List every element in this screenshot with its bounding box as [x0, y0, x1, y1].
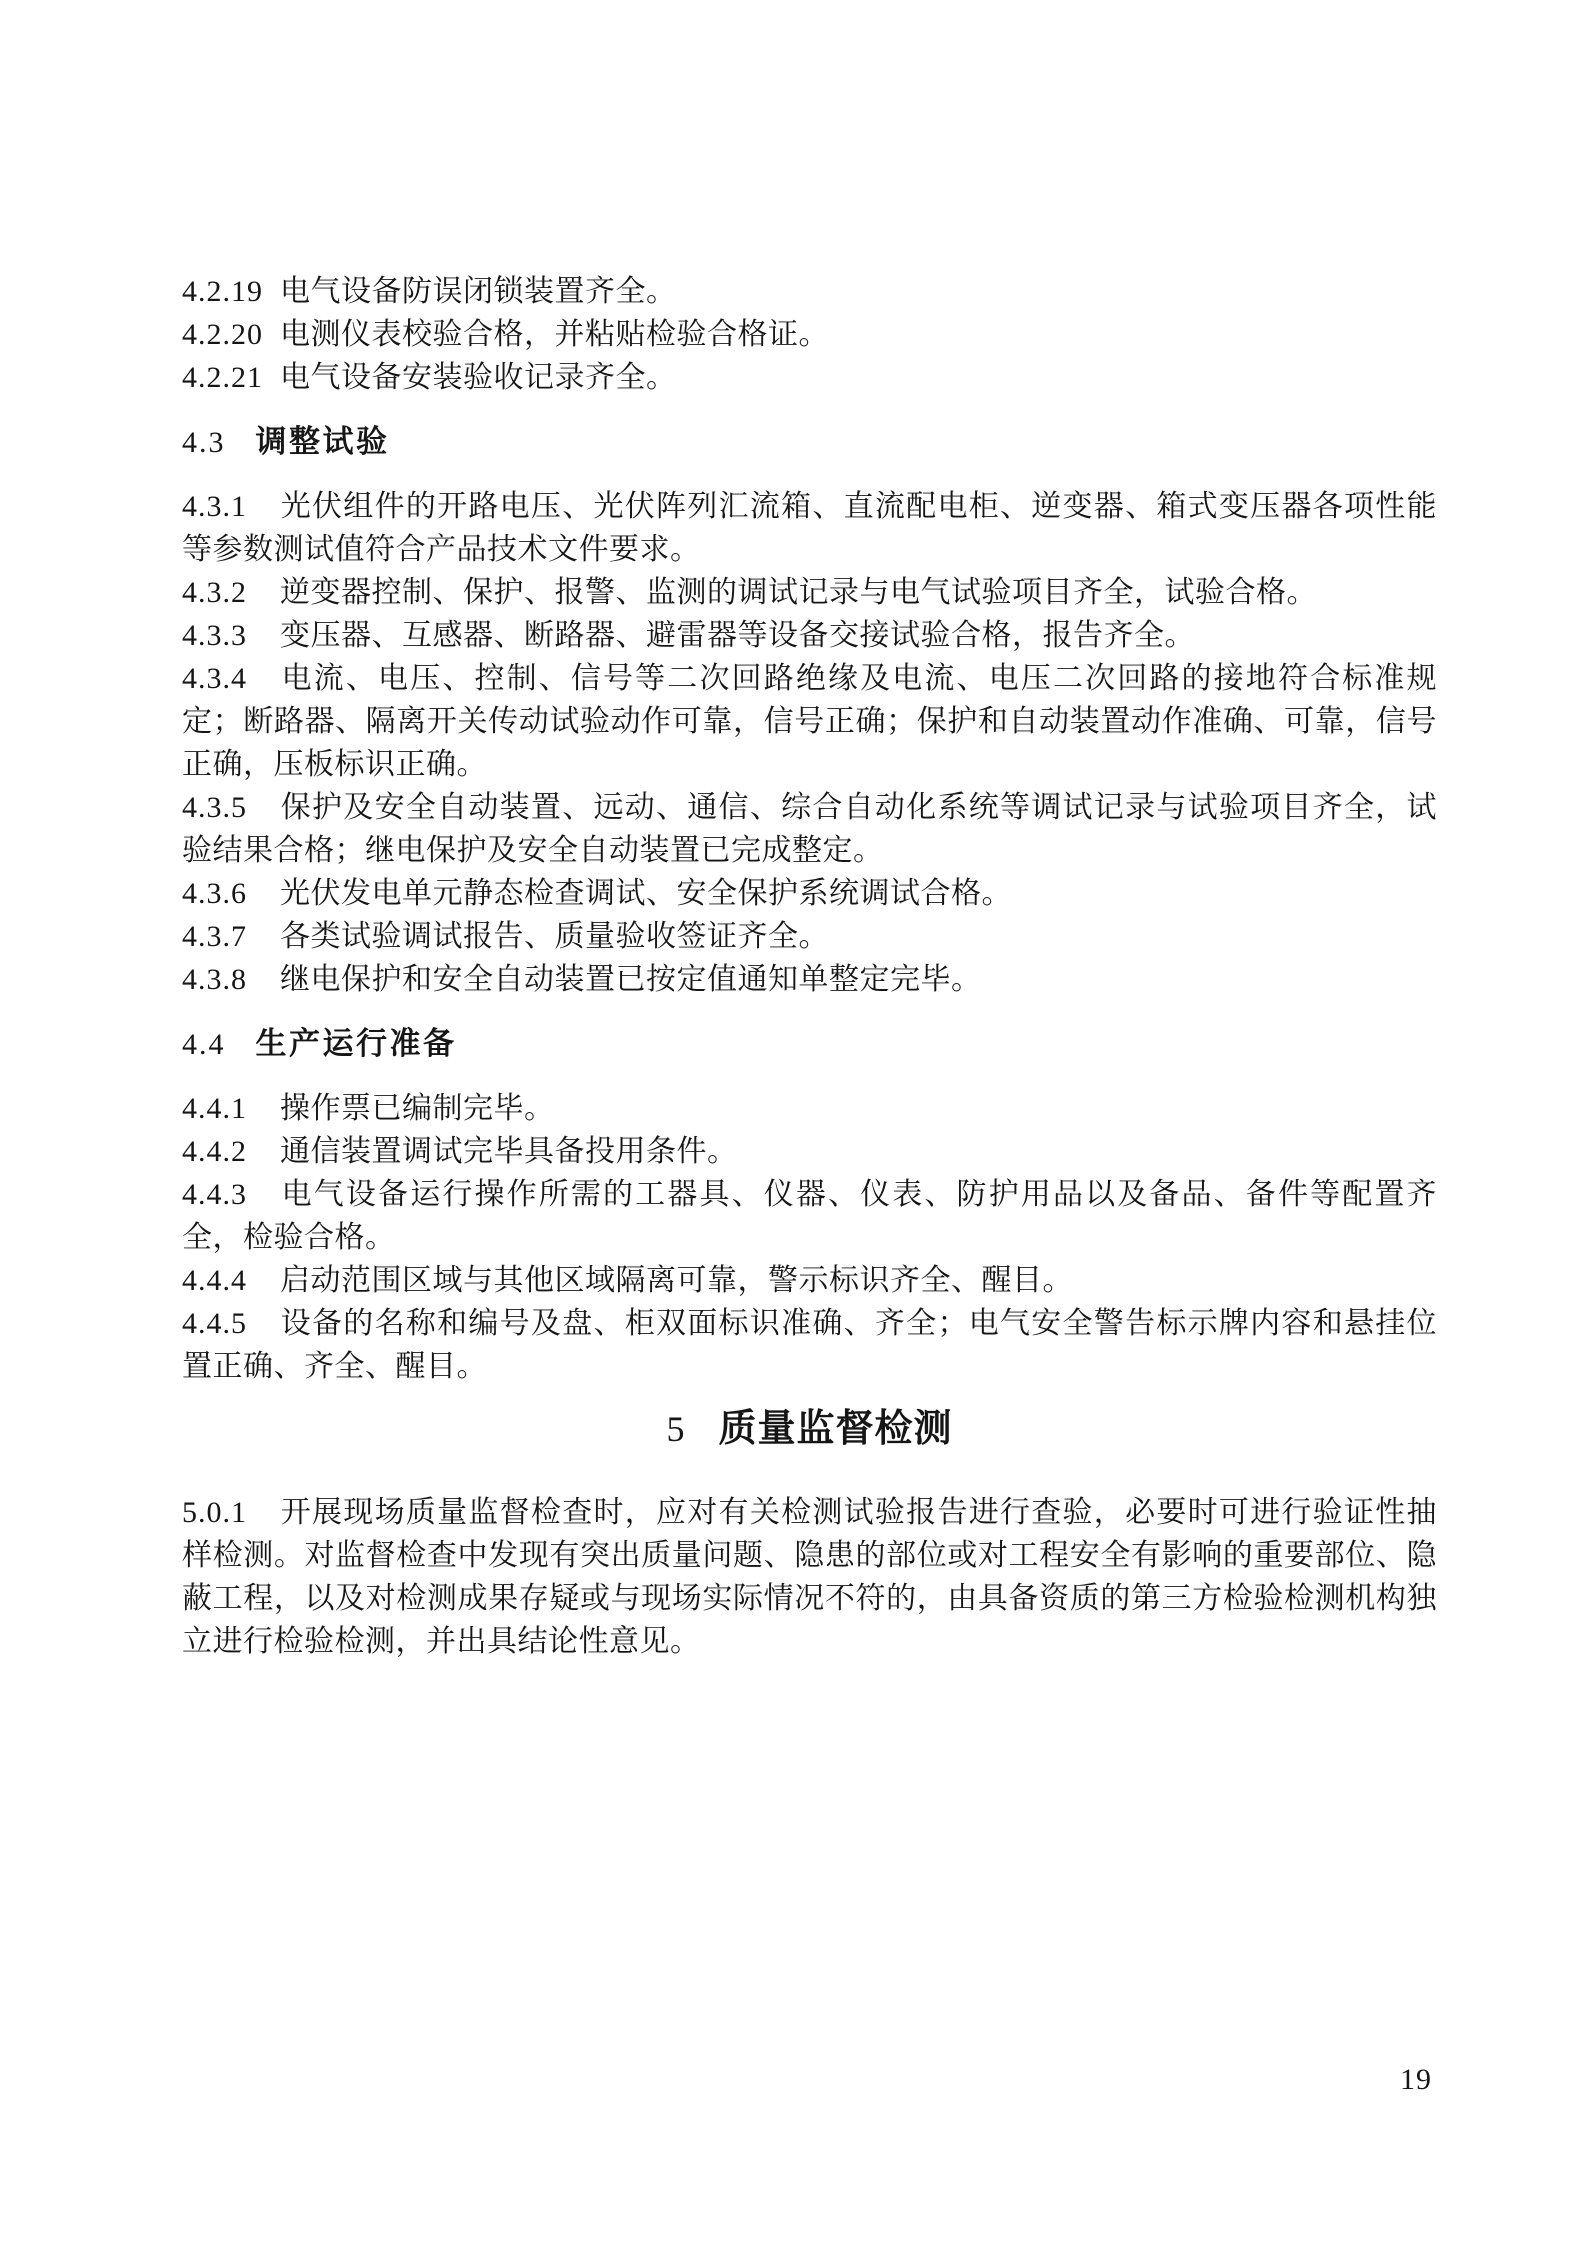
clause-text: 逆变器控制、保护、报警、监测的调试记录与电气试验项目齐全，试验合格。	[280, 576, 1317, 609]
clause-number: 4.2.19	[182, 275, 263, 308]
clause-number: 5.0.1	[182, 1496, 247, 1529]
clause-4-3-4	[182, 657, 1437, 786]
clause-number: 4.2.20	[182, 318, 263, 351]
clause-text: 电气设备运行操作所需的工器具、仪器、仪表、防护用品以及备品、备件等配置齐全，检验合格。	[182, 1178, 1437, 1254]
clause-number: 4.3.5	[182, 791, 247, 824]
clause-text: 通信装置调试完毕具备投用条件。	[280, 1135, 738, 1168]
clause-4-2-21	[182, 356, 1437, 399]
clause-4-3-8	[182, 958, 1437, 1001]
clause-number: 4.2.21	[182, 361, 263, 394]
clause-text: 变压器、互感器、断路器、避雷器等设备交接试验合格，报告齐全。	[280, 619, 1195, 652]
clause-4-3-5	[182, 786, 1437, 872]
chapter-heading-5	[182, 1404, 1437, 1454]
clause-4-3-6	[182, 872, 1437, 915]
clause-text: 电气设备安装验收记录齐全。	[280, 361, 677, 394]
clause-text: 启动范围区域与其他区域隔离可靠，警示标识齐全、醒目。	[280, 1264, 1073, 1297]
clause-number: 4.3.1	[182, 490, 247, 523]
clause-4-3-7	[182, 915, 1437, 958]
clause-text: 开展现场质量监督检查时，应对有关检测试验报告进行查验，必要时可进行验证性抽样检测。对监督检查中发现有突出质量问题、隐患的部位或对工程安全有影响的重要部位、隐蔽工程，以及对检测成果存疑或与现场实际情况不符的，由具备资质的第三方检验检测机构独立进行检验检测，并出具结论性意见。	[182, 1496, 1437, 1658]
chapter-number: 5	[666, 1409, 685, 1449]
clause-4-4-1	[182, 1087, 1437, 1130]
clause-text: 光伏组件的开路电压、光伏阵列汇流箱、直流配电柜、逆变器、箱式变压器各项性能等参数测试值符合产品技术文件要求。	[182, 490, 1437, 566]
clause-number: 4.4.5	[182, 1307, 247, 1340]
clause-text: 电测仪表校验合格，并粘贴检验合格证。	[280, 318, 829, 351]
clause-4-4-5	[182, 1302, 1437, 1388]
clause-text: 电气设备防误闭锁装置齐全。	[280, 275, 677, 308]
clause-4-2-20	[182, 313, 1437, 356]
page-number: 19	[1400, 2063, 1432, 2096]
clause-4-4-3	[182, 1173, 1437, 1259]
clause-4-3-1	[182, 485, 1437, 571]
clause-number: 4.3.3	[182, 619, 247, 652]
clause-number: 4.3.6	[182, 877, 247, 910]
section-title: 生产运行准备	[255, 1026, 457, 1061]
clause-text: 各类试验调试报告、质量验收签证齐全。	[280, 920, 829, 953]
clause-number: 4.3.2	[182, 576, 247, 609]
clause-5-0-1	[182, 1491, 1437, 1663]
clause-group-4-2	[182, 270, 1437, 399]
clause-4-4-4	[182, 1259, 1437, 1302]
clause-4-3-3	[182, 614, 1437, 657]
section-number: 4.4	[182, 1028, 226, 1061]
clause-number: 4.3.7	[182, 920, 247, 953]
clause-4-2-19	[182, 270, 1437, 313]
clause-4-3-2	[182, 571, 1437, 614]
clause-group-4-3	[182, 485, 1437, 1001]
chapter-title: 质量监督检测	[718, 1408, 953, 1450]
clause-text: 操作票已编制完毕。	[280, 1092, 555, 1125]
clause-number: 4.4.4	[182, 1264, 247, 1297]
clause-number: 4.4.1	[182, 1092, 247, 1125]
section-heading-4-4	[182, 1022, 1437, 1066]
clause-group-4-4	[182, 1087, 1437, 1388]
clause-text: 设备的名称和编号及盘、柜双面标识准确、齐全；电气安全警告标示牌内容和悬挂位置正确、齐全、醒目。	[182, 1307, 1437, 1383]
clause-text: 电流、电压、控制、信号等二次回路绝缘及电流、电压二次回路的接地符合标准规定；断路器、隔离开关传动试验动作可靠，信号正确；保护和自动装置动作准确、可靠，信号正确，压板标识正确。	[182, 662, 1437, 781]
clause-number: 4.3.4	[182, 662, 247, 695]
section-number: 4.3	[182, 426, 226, 459]
clause-text: 继电保护和安全自动装置已按定值通知单整定完毕。	[280, 963, 982, 996]
clause-number: 4.3.8	[182, 963, 247, 996]
clause-number: 4.4.3	[182, 1178, 247, 1211]
clause-number: 4.4.2	[182, 1135, 247, 1168]
section-heading-4-3	[182, 420, 1437, 464]
clause-group-5	[182, 1491, 1437, 1663]
clause-4-4-2	[182, 1130, 1437, 1173]
clause-text: 光伏发电单元静态检查调试、安全保护系统调试合格。	[280, 877, 1012, 910]
clause-text: 保护及安全自动装置、远动、通信、综合自动化系统等调试记录与试验项目齐全，试验结果合格；继电保护及安全自动装置已完成整定。	[182, 791, 1437, 867]
page-content	[182, 270, 1437, 1663]
section-title: 调整试验	[255, 424, 390, 459]
